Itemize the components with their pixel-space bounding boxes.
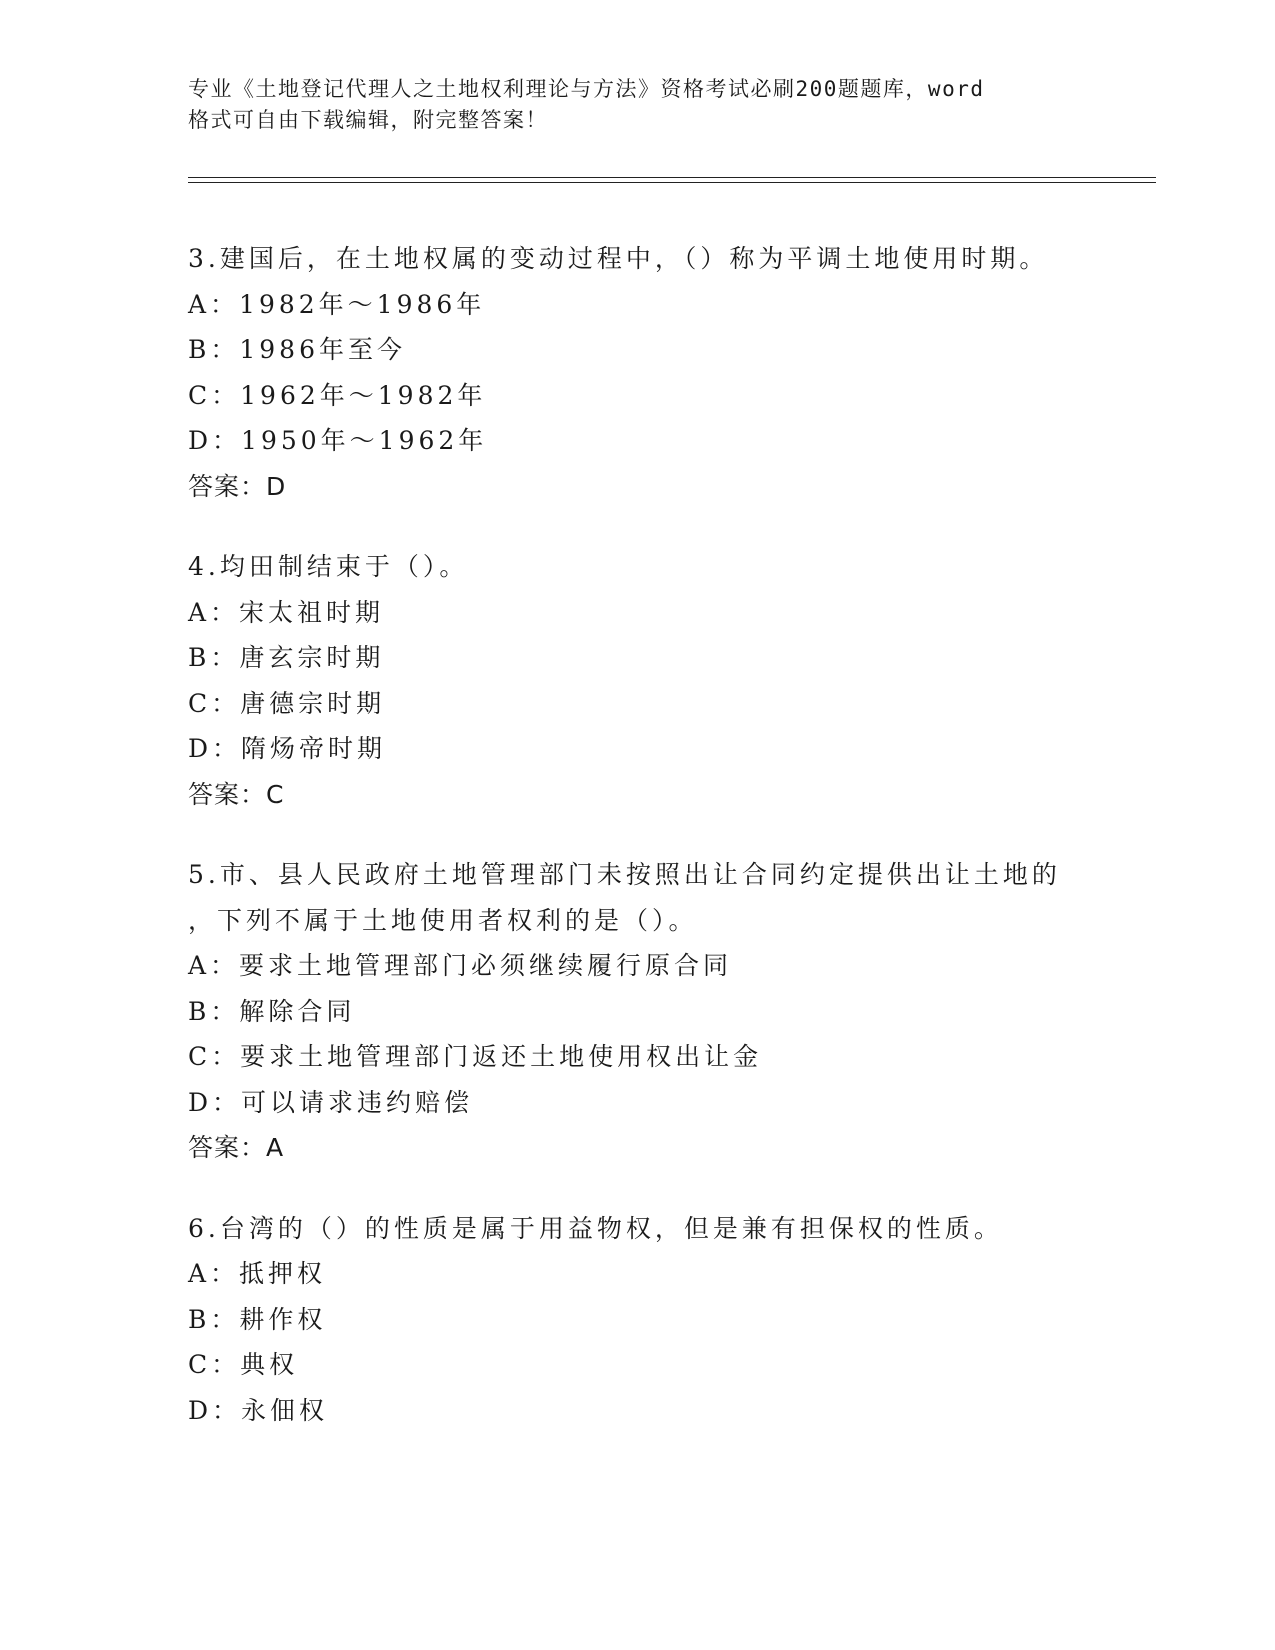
option-c: C：1962年～1982年 <box>188 380 487 410</box>
question-stem: 4.均田制结束于（）。 <box>188 552 469 581</box>
option-c: C：唐德宗时期 <box>188 688 386 718</box>
question-stem: 3.建国后，在土地权属的变动过程中，（）称为平调土地使用时期。 <box>188 244 1049 273</box>
option-d: D：可以请求违约赔偿 <box>188 1087 474 1117</box>
option-a: A：抵押权 <box>188 1259 327 1288</box>
answer-label: 答案：C <box>188 779 285 809</box>
question-3 <box>188 236 1088 509</box>
question-6 <box>188 1206 1088 1434</box>
question-list <box>188 236 1088 1468</box>
question-stem-line-2: ，下列不属于土地使用者权利的是（）。 <box>188 905 698 935</box>
option-b: B：耕作权 <box>188 1304 327 1334</box>
option-d: D：永佃权 <box>188 1395 329 1425</box>
option-b: B：唐玄宗时期 <box>188 643 385 672</box>
option-d: D：隋炀帝时期 <box>188 734 387 763</box>
header-divider-bottom <box>188 182 1156 183</box>
question-stem-line-1: 5.市、县人民政府土地管理部门未按照出让合同约定提供出让土地的 <box>188 860 1061 889</box>
option-b: B：解除合同 <box>188 996 356 1026</box>
header-divider-top <box>188 177 1156 178</box>
answer-label: 答案：A <box>188 1133 285 1162</box>
header-line-2: 格式可自由下载编辑，附完整答案！ <box>188 108 548 132</box>
question-5 <box>188 852 1088 1171</box>
question-stem: 6.台湾的（）的性质是属于用益物权，但是兼有担保权的性质。 <box>188 1213 1003 1243</box>
option-d: D：1950年～1962年 <box>188 426 488 455</box>
document-header <box>188 74 1068 136</box>
option-c: C：要求土地管理部门返还土地使用权出让金 <box>188 1042 763 1071</box>
option-a: A：宋太祖时期 <box>188 597 385 627</box>
option-c: C：典权 <box>188 1350 299 1379</box>
option-b: B：1986年至今 <box>188 335 406 364</box>
option-a: A：要求土地管理部门必须继续履行原合同 <box>188 951 733 980</box>
option-a: A：1982年～1986年 <box>188 289 486 319</box>
header-line-1: 专业《土地登记代理人之土地权利理论与方法》资格考试必刷200题题库，word <box>188 77 985 101</box>
answer-label: 答案：D <box>188 471 287 501</box>
question-4 <box>188 544 1088 817</box>
